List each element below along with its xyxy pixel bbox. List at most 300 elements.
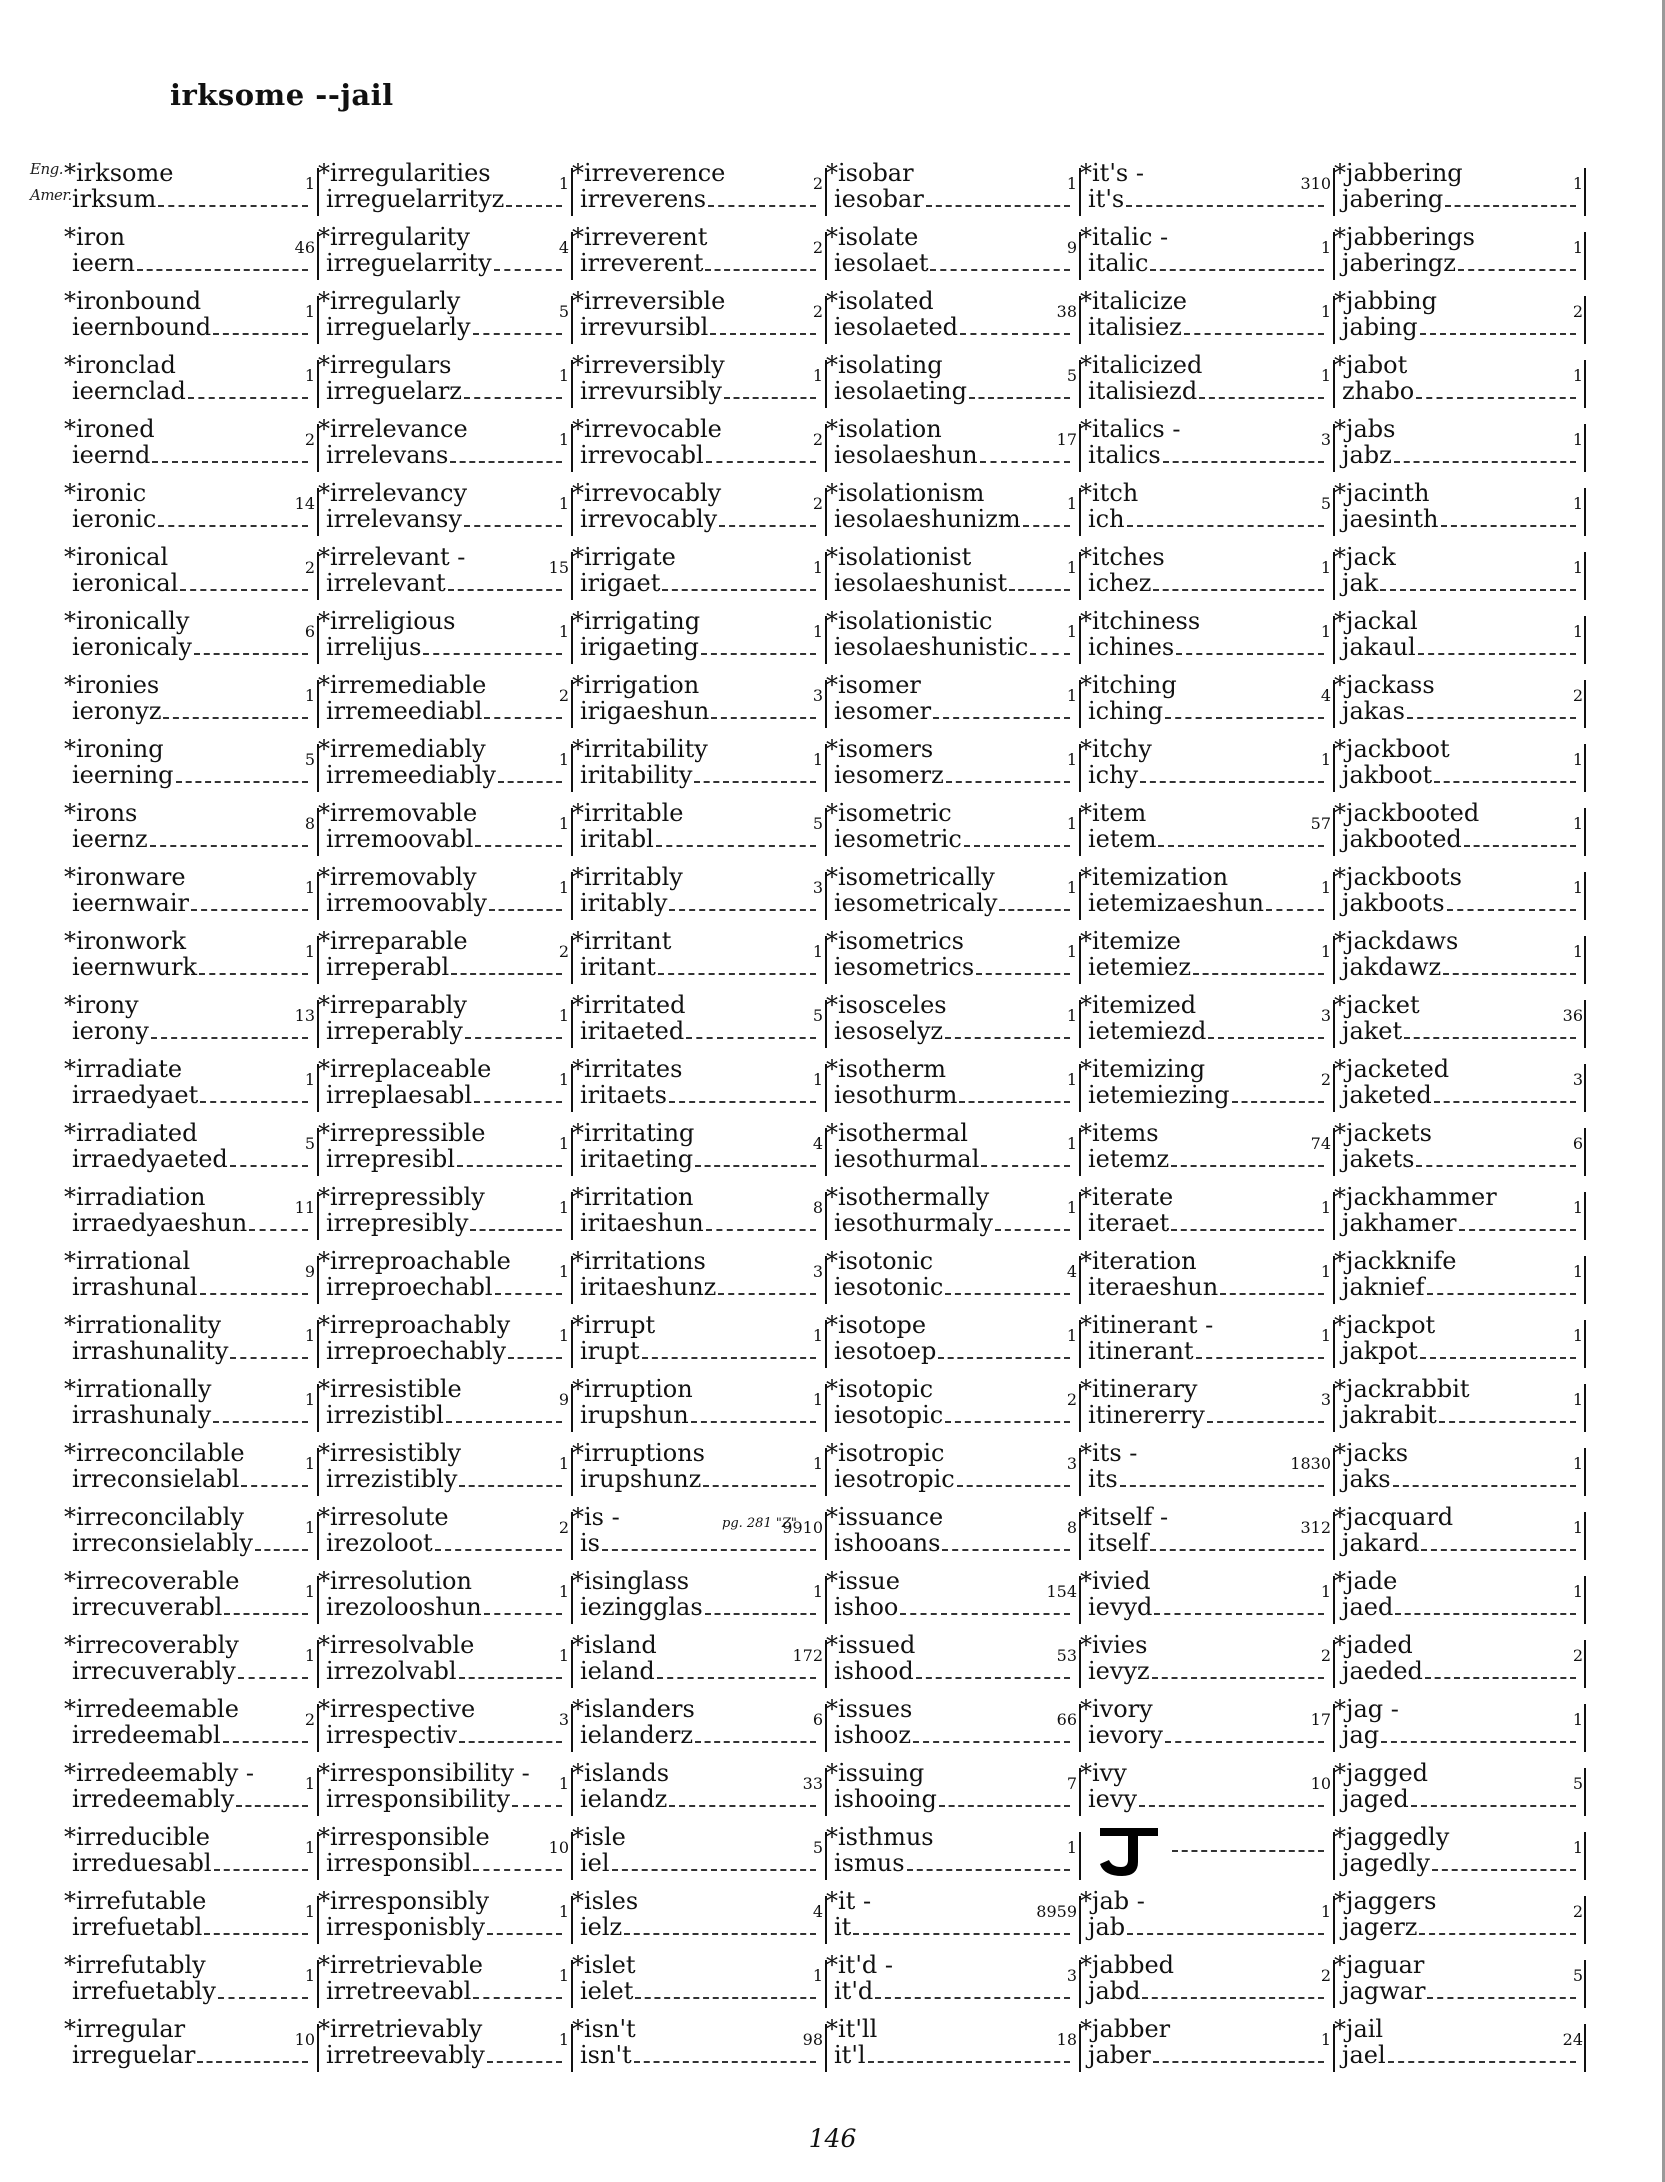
dash-leader — [669, 1805, 816, 1807]
dash-leader — [197, 2061, 308, 2063]
headword: *isometrics — [826, 927, 964, 955]
headword: *irreverent — [572, 223, 708, 251]
dash-leader — [1407, 717, 1576, 719]
column-divider — [1584, 232, 1586, 280]
phonetic-spelling: jaed — [1342, 1593, 1394, 1621]
dash-leader — [1009, 589, 1070, 591]
frequency-count: 1 — [558, 1902, 569, 1921]
word-entry — [572, 156, 826, 220]
phonetic-spelling: irrevocably — [580, 505, 718, 533]
word-entry — [572, 1756, 826, 1820]
dash-leader — [1120, 1485, 1324, 1487]
phonetic-spelling-row — [72, 1338, 312, 1364]
headword: *isthmus — [826, 1823, 934, 1851]
frequency-count: 1 — [1572, 1390, 1583, 1409]
phonetic-spelling: jabering — [1342, 185, 1444, 213]
headword: *irradiation — [64, 1183, 206, 1211]
phonetic-spelling-row — [72, 314, 312, 340]
word-entry — [572, 604, 826, 668]
phonetic-spelling-row — [72, 442, 312, 468]
dash-leader — [200, 1293, 308, 1295]
headword: *irrecoverable — [64, 1567, 240, 1595]
phonetic-spelling-row — [72, 634, 312, 660]
word-entry — [572, 1308, 826, 1372]
frequency-count: 4 — [812, 1902, 823, 1921]
word-entry — [64, 1884, 318, 1948]
dash-leader — [1434, 781, 1576, 783]
phonetic-spelling-row — [72, 378, 312, 404]
phonetic-spelling-row — [1088, 1274, 1328, 1300]
column-divider — [1584, 360, 1586, 408]
headword: *italicize — [1080, 287, 1187, 315]
headword: *irregular — [64, 2015, 186, 2043]
phonetic-spelling-row — [580, 890, 820, 916]
word-entry — [572, 1180, 826, 1244]
headword: *irrigation — [572, 671, 700, 699]
phonetic-spelling: irrespectiv — [326, 1721, 458, 1749]
dash-leader — [459, 1741, 562, 1743]
phonetic-spelling: ietemiezing — [1088, 1081, 1230, 1109]
word-column — [318, 156, 572, 2076]
dash-leader — [1163, 461, 1324, 463]
frequency-count: 8959 — [1036, 1902, 1077, 1921]
phonetic-spelling: itinererry — [1088, 1401, 1205, 1429]
phonetic-spelling-row — [326, 378, 566, 404]
headword: *item — [1080, 799, 1147, 827]
dash-leader — [634, 2061, 816, 2063]
word-entry — [1334, 1052, 1586, 1116]
phonetic-spelling-row — [326, 698, 566, 724]
phonetic-spelling: is — [580, 1529, 600, 1557]
phonetic-spelling: iesolaeshunizm — [834, 505, 1021, 533]
frequency-count: 2 — [558, 942, 569, 961]
headword: *isolation — [826, 415, 942, 443]
word-entry — [64, 476, 318, 540]
phonetic-spelling-row — [1342, 1658, 1580, 1684]
headword: *jacinth — [1334, 479, 1430, 507]
dash-leader — [938, 1357, 1070, 1359]
frequency-count: 1 — [304, 1838, 315, 1857]
phonetic-spelling: irreguelarly — [326, 313, 471, 341]
phonetic-spelling-row — [580, 1338, 820, 1364]
dash-leader — [900, 1613, 1070, 1615]
frequency-count: 1 — [304, 174, 315, 193]
column-divider — [1584, 1512, 1586, 1560]
frequency-count: 2 — [1572, 1646, 1583, 1665]
phonetic-spelling-row — [1088, 634, 1328, 660]
phonetic-spelling-row — [580, 1850, 820, 1876]
dash-leader — [1427, 1997, 1576, 1999]
word-entry — [64, 540, 318, 604]
phonetic-spelling: irretreevabl — [326, 1977, 472, 2005]
phonetic-spelling: jagerz — [1342, 1913, 1418, 1941]
phonetic-spelling-row — [1088, 698, 1328, 724]
word-entry — [572, 1372, 826, 1436]
phonetic-spelling: irresponisbly — [326, 1913, 485, 1941]
word-entry — [1080, 1820, 1334, 1884]
word-entry — [826, 348, 1080, 412]
phonetic-spelling: iritabl — [580, 825, 654, 853]
dash-leader — [913, 1741, 1070, 1743]
headword: *isle — [572, 1823, 626, 1851]
phonetic-spelling-row — [1342, 442, 1580, 468]
phonetic-spelling-row — [1342, 1338, 1580, 1364]
phonetic-spelling: italic — [1088, 249, 1149, 277]
word-entry — [1334, 1500, 1586, 1564]
dash-leader — [423, 653, 562, 655]
frequency-count: 7 — [1066, 1774, 1077, 1793]
headword: *irritating — [572, 1119, 695, 1147]
word-entry — [572, 1244, 826, 1308]
frequency-count: 2 — [812, 494, 823, 513]
word-entry — [1334, 2012, 1586, 2076]
phonetic-spelling-row — [834, 1722, 1074, 1748]
word-entry — [572, 1116, 826, 1180]
word-entry — [826, 1628, 1080, 1692]
word-entry — [1334, 220, 1586, 284]
headword: *irrationality — [64, 1311, 222, 1339]
word-entry — [1334, 1436, 1586, 1500]
dash-leader — [158, 525, 308, 527]
word-entry — [318, 540, 572, 604]
phonetic-spelling: jaks — [1342, 1465, 1391, 1493]
headword: *irremediable — [318, 671, 487, 699]
phonetic-spelling: irupt — [580, 1337, 640, 1365]
phonetic-spelling-row — [580, 1210, 820, 1236]
frequency-count: 1 — [1572, 814, 1583, 833]
frequency-count: 1 — [1320, 558, 1331, 577]
headword: *irrefutable — [64, 1887, 207, 1915]
phonetic-spelling-row — [326, 1594, 566, 1620]
word-column — [826, 156, 1080, 2076]
headword: *jabberings — [1334, 223, 1475, 251]
dash-leader — [1140, 781, 1324, 783]
dash-leader — [1176, 653, 1324, 655]
headword: *itemizing — [1080, 1055, 1206, 1083]
phonetic-spelling: irresponsibl — [326, 1849, 472, 1877]
phonetic-spelling-row — [72, 506, 312, 532]
phonetic-spelling: irrelevans — [326, 441, 449, 469]
phonetic-spelling-row — [1342, 826, 1580, 852]
phonetic-spelling-row — [834, 1402, 1074, 1428]
headword: *italics - — [1080, 415, 1181, 443]
frequency-count: 1 — [304, 1454, 315, 1473]
phonetic-spelling: jab — [1088, 1913, 1126, 1941]
phonetic-spelling: iesothurm — [834, 1081, 958, 1109]
dash-leader — [695, 1165, 816, 1167]
phonetic-spelling: ieernbound — [72, 313, 212, 341]
word-entry — [1080, 476, 1334, 540]
page-number: 146 — [808, 2124, 857, 2153]
frequency-count: 1 — [812, 1326, 823, 1345]
phonetic-spelling-row — [1342, 570, 1580, 596]
frequency-count: 3 — [558, 1710, 569, 1729]
word-entry — [318, 668, 572, 732]
headword: *jabber — [1080, 2015, 1171, 2043]
phonetic-spelling: iesolaeshun — [834, 441, 978, 469]
frequency-count: 1 — [558, 750, 569, 769]
word-entry — [1080, 668, 1334, 732]
phonetic-spelling: irrelevansy — [326, 505, 462, 533]
frequency-count: 1 — [812, 1070, 823, 1089]
word-entry — [826, 220, 1080, 284]
phonetic-spelling: jaberingz — [1342, 249, 1456, 277]
phonetic-spelling-row — [1088, 1082, 1328, 1108]
phonetic-spelling: iesothurmal — [834, 1145, 980, 1173]
page-title: irksome --jail — [170, 78, 394, 112]
phonetic-spelling-row — [72, 1594, 312, 1620]
word-column — [572, 156, 826, 2076]
headword: *islands — [572, 1759, 670, 1787]
frequency-count: 1 — [304, 1966, 315, 1985]
phonetic-spelling: jakhamer — [1342, 1209, 1457, 1237]
headword: *jackknife — [1334, 1247, 1457, 1275]
headword: *irritation — [572, 1183, 694, 1211]
frequency-count: 5 — [812, 814, 823, 833]
column-divider — [1584, 1064, 1586, 1112]
dash-leader — [1443, 973, 1576, 975]
phonetic-spelling: ieern — [72, 249, 136, 277]
word-entry — [826, 1500, 1080, 1564]
headword: *irregulars — [318, 351, 452, 379]
frequency-count: 1 — [1066, 622, 1077, 641]
headword: *irregularities — [318, 159, 491, 187]
phonetic-spelling-row — [1088, 1978, 1328, 2004]
phonetic-spelling-row — [1342, 250, 1580, 276]
phonetic-spelling: jakets — [1342, 1145, 1415, 1173]
word-entry — [826, 988, 1080, 1052]
phonetic-spelling-row — [326, 1018, 566, 1044]
frequency-count: 1 — [558, 814, 569, 833]
word-entry — [1334, 412, 1586, 476]
phonetic-spelling-row — [580, 378, 820, 404]
phonetic-spelling-row — [1342, 314, 1580, 340]
word-entry — [64, 348, 318, 412]
word-entry — [64, 1756, 318, 1820]
phonetic-spelling: irremeediabl — [326, 697, 483, 725]
dash-leader — [999, 909, 1070, 911]
headword: *ironic — [64, 479, 147, 507]
phonetic-spelling: irrepresibl — [326, 1145, 455, 1173]
phonetic-spelling: irrevursibly — [580, 377, 722, 405]
dash-leader — [236, 1805, 308, 1807]
headword: *jail — [1334, 2015, 1384, 2043]
phonetic-spelling: jaeded — [1342, 1657, 1423, 1685]
frequency-count: 74 — [1310, 1134, 1331, 1153]
headword: *irons — [64, 799, 138, 827]
headword: *irreducible — [64, 1823, 211, 1851]
frequency-count: 1 — [812, 366, 823, 385]
frequency-count: 3 — [1320, 430, 1331, 449]
headword: *irreconcilably — [64, 1503, 244, 1531]
headword: *irreplaceable — [318, 1055, 492, 1083]
phonetic-spelling: irrecuverably — [72, 1657, 236, 1685]
phonetic-spelling-row — [1088, 570, 1328, 596]
headword: *irreproachable — [318, 1247, 511, 1275]
frequency-count: 9 — [304, 1262, 315, 1281]
dash-leader — [1127, 525, 1324, 527]
column-divider — [1584, 2024, 1586, 2072]
frequency-count: 1 — [1572, 1518, 1583, 1537]
frequency-count: 1 — [812, 750, 823, 769]
headword: *irresolute — [318, 1503, 449, 1531]
phonetic-spelling: zhabo — [1342, 377, 1415, 405]
headword: *jackboots — [1334, 863, 1462, 891]
phonetic-spelling: it'l — [834, 2041, 866, 2069]
phonetic-spelling-row — [834, 634, 1074, 660]
headword: *jackal — [1334, 607, 1418, 635]
phonetic-spelling: irrefuetably — [72, 1977, 216, 2005]
word-entry — [1334, 924, 1586, 988]
phonetic-spelling-row — [834, 1018, 1074, 1044]
frequency-count: 1 — [558, 366, 569, 385]
phonetic-spelling-row — [326, 1658, 566, 1684]
word-entry — [318, 1052, 572, 1116]
phonetic-spelling: jakdawz — [1342, 953, 1442, 981]
word-entry — [572, 412, 826, 476]
word-entry — [1080, 284, 1334, 348]
dash-leader — [459, 1485, 562, 1487]
headword: *it'd - — [826, 1951, 894, 1979]
phonetic-spelling: iching — [1088, 697, 1164, 725]
word-entry — [572, 476, 826, 540]
frequency-count: 9910 — [782, 1518, 823, 1537]
headword: *ironware — [64, 863, 186, 891]
headword: *irreparable — [318, 927, 468, 955]
headword: *it's - — [1080, 159, 1144, 187]
frequency-count: 2 — [1572, 686, 1583, 705]
dash-leader — [1380, 589, 1576, 591]
phonetic-spelling-row — [834, 698, 1074, 724]
word-entry — [318, 284, 572, 348]
frequency-count: 1 — [558, 430, 569, 449]
phonetic-spelling: ishooans — [834, 1529, 941, 1557]
phonetic-spelling: itself — [1088, 1529, 1149, 1557]
headword: *irreproachably — [318, 1311, 511, 1339]
phonetic-spelling: iritaeshunz — [580, 1273, 717, 1301]
frequency-count: 1 — [1572, 1710, 1583, 1729]
phonetic-spelling-row — [326, 1914, 566, 1940]
dash-leader — [853, 1933, 1070, 1935]
headword: *irradiate — [64, 1055, 183, 1083]
phonetic-spelling-row — [1088, 826, 1328, 852]
phonetic-spelling-row — [326, 1338, 566, 1364]
phonetic-spelling: ieronical — [72, 569, 179, 597]
frequency-count: 1 — [1572, 878, 1583, 897]
phonetic-spelling: irezoloot — [326, 1529, 433, 1557]
phonetic-spelling: ishood — [834, 1657, 914, 1685]
headword: *isles — [572, 1887, 639, 1915]
english-tag: Eng. — [30, 160, 63, 178]
phonetic-spelling: jakboot — [1342, 761, 1433, 789]
phonetic-spelling: jagedly — [1342, 1849, 1430, 1877]
column-divider — [1584, 744, 1586, 792]
phonetic-spelling-row — [326, 826, 566, 852]
headword: *irrevocable — [572, 415, 722, 443]
word-entry — [318, 1820, 572, 1884]
dash-leader — [473, 1997, 562, 1999]
headword: *irritates — [572, 1055, 683, 1083]
headword: *it'll — [826, 2015, 878, 2043]
frequency-count: 1 — [1572, 1454, 1583, 1473]
headword: *irresponsibility - — [318, 1759, 530, 1787]
phonetic-spelling: irigaeshun — [580, 697, 710, 725]
dash-leader — [706, 1229, 816, 1231]
word-entry — [826, 412, 1080, 476]
phonetic-spelling-row — [1088, 1530, 1328, 1556]
headword: *issue — [826, 1567, 900, 1595]
frequency-count: 1 — [1066, 1070, 1077, 1089]
phonetic-spelling: ieronyz — [72, 697, 162, 725]
dash-leader — [1165, 1741, 1324, 1743]
headword: *isotope — [826, 1311, 927, 1339]
word-entry — [572, 220, 826, 284]
word-entry — [1334, 796, 1586, 860]
dash-leader — [224, 1613, 308, 1615]
headword: *its - — [1080, 1439, 1138, 1467]
phonetic-spelling-row — [326, 762, 566, 788]
dash-leader — [484, 1613, 562, 1615]
phonetic-spelling-row — [580, 1978, 820, 2004]
word-entry — [826, 284, 1080, 348]
frequency-count: 3 — [1320, 1390, 1331, 1409]
phonetic-spelling: iesolaeting — [834, 377, 967, 405]
phonetic-spelling-row — [1088, 442, 1328, 468]
phonetic-spelling-row — [580, 186, 820, 212]
phonetic-spelling-row — [326, 1146, 566, 1172]
dash-leader — [907, 1869, 1070, 1871]
phonetic-spelling-row — [1342, 1018, 1580, 1044]
phonetic-spelling-row — [72, 1786, 312, 1812]
dash-leader — [946, 781, 1070, 783]
word-entry — [826, 1756, 1080, 1820]
dash-leader — [1404, 1037, 1576, 1039]
phonetic-spelling-row — [580, 1466, 820, 1492]
phonetic-spelling: irrashunality — [72, 1337, 229, 1365]
phonetic-spelling: iesometrics — [834, 953, 975, 981]
phonetic-spelling-row — [580, 2042, 820, 2068]
phonetic-spelling-row — [326, 250, 566, 276]
phonetic-spelling-row — [834, 1210, 1074, 1236]
headword: *isothermally — [826, 1183, 990, 1211]
dash-leader — [1154, 1613, 1324, 1615]
headword: *itchy — [1080, 735, 1152, 763]
frequency-count: 172 — [792, 1646, 823, 1665]
dash-leader — [686, 1037, 816, 1039]
word-entry — [1080, 1628, 1334, 1692]
phonetic-spelling: irraedyaeted — [72, 1145, 228, 1173]
word-entry — [1334, 1884, 1586, 1948]
dash-leader — [489, 909, 562, 911]
column-divider — [1584, 552, 1586, 600]
dash-leader — [176, 781, 308, 783]
headword: *ivies — [1080, 1631, 1148, 1659]
phonetic-spelling-row — [1342, 1722, 1580, 1748]
column-divider — [1584, 616, 1586, 664]
headword: *irregularly — [318, 287, 461, 315]
dash-leader — [1127, 1933, 1324, 1935]
frequency-count: 1 — [304, 1582, 315, 1601]
dash-leader — [1432, 1869, 1576, 1871]
word-entry — [64, 2012, 318, 2076]
frequency-count: 1 — [1066, 1198, 1077, 1217]
frequency-count: 1 — [1320, 1326, 1331, 1345]
phonetic-spelling: iesolaeshunist — [834, 569, 1008, 597]
phonetic-spelling-row — [326, 2042, 566, 2068]
headword: *jackhammer — [1334, 1183, 1497, 1211]
word-entry — [318, 1116, 572, 1180]
word-entry — [64, 1308, 318, 1372]
